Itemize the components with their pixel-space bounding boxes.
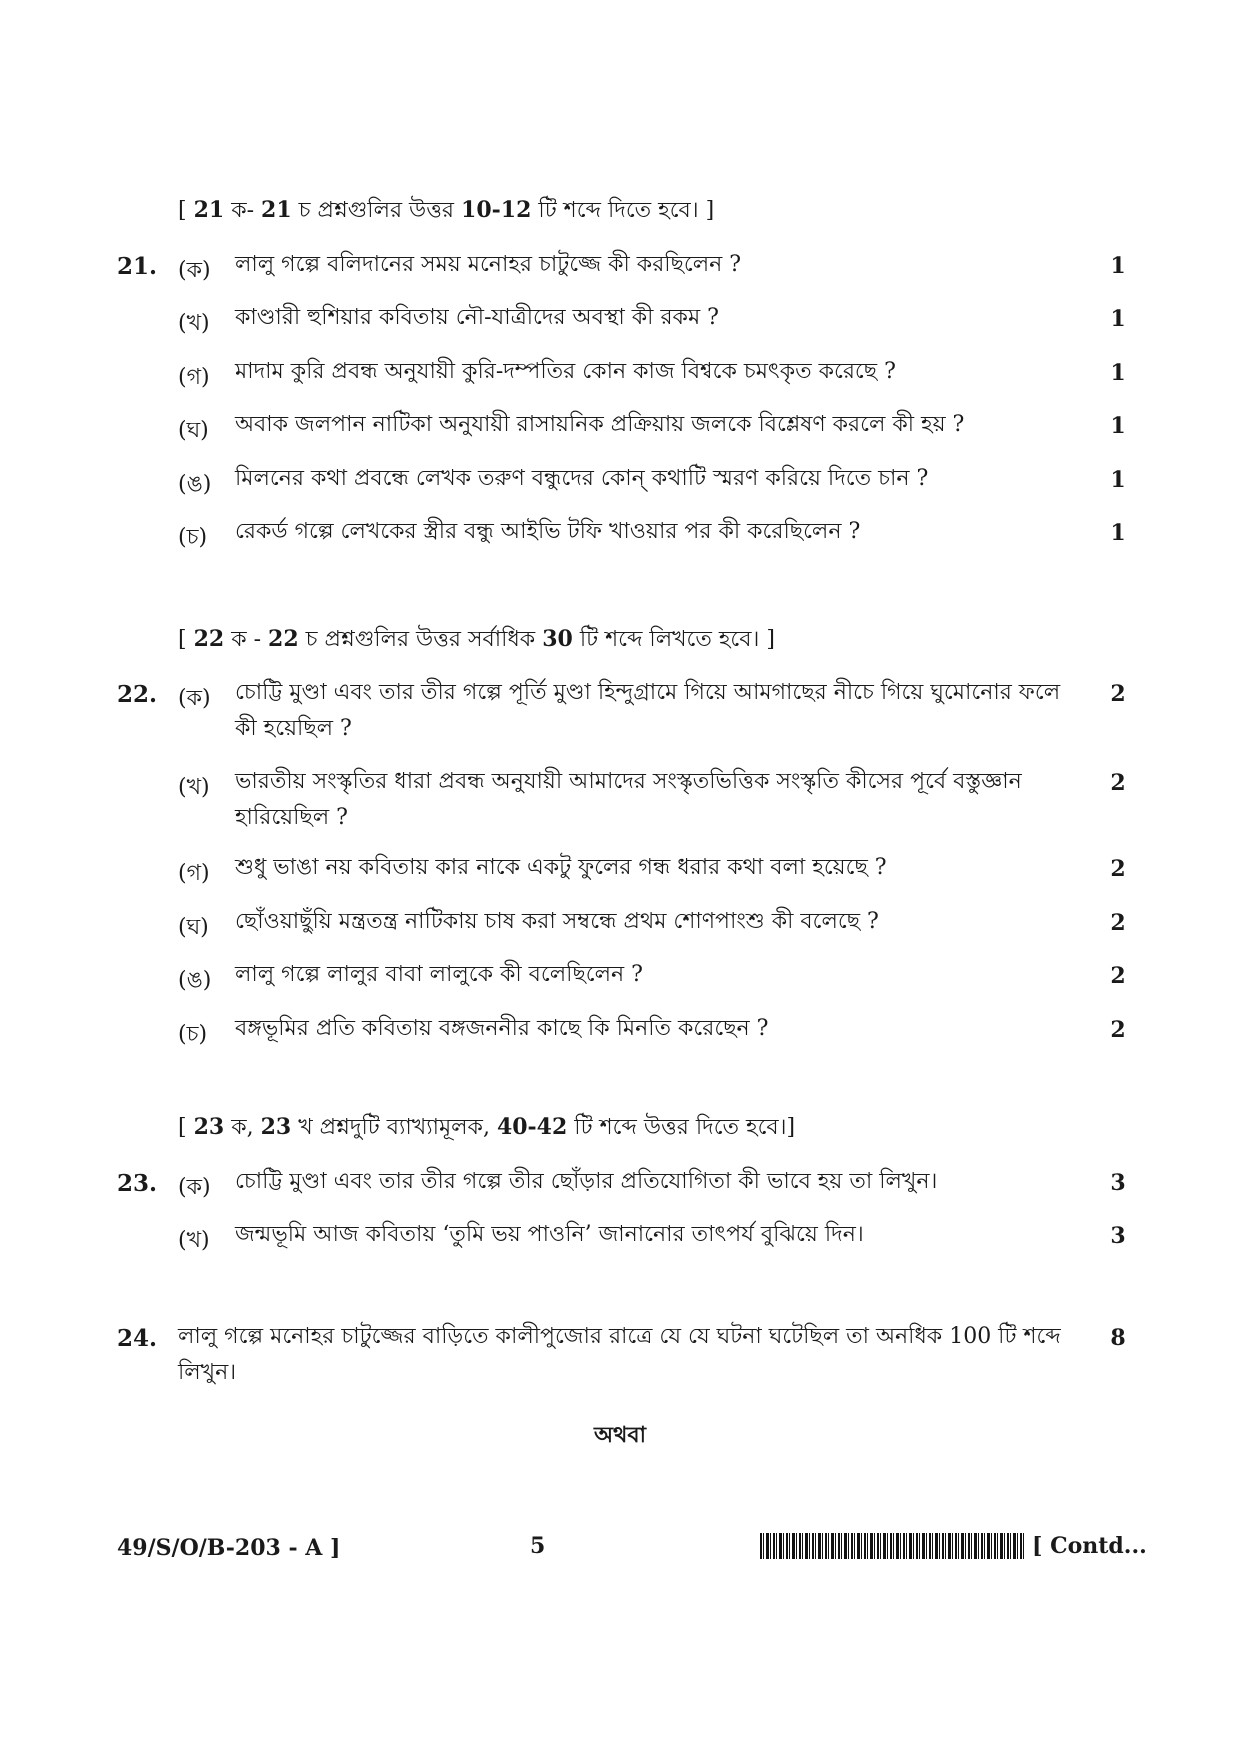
sub-label: (খ) xyxy=(178,1228,210,1253)
question-text: মাদাম কুরি প্রবন্ধ অনুযায়ী কুরি-দম্পতির কোন কাজ বিশ্বকে চমৎকৃত করেছে ? xyxy=(235,359,896,384)
question-text: মিলনের কথা প্রবন্ধে লেখক তরুণ বন্ধুদের কোন্ কথাটি স্মরণ করিয়ে দিতে চান ? xyxy=(235,466,929,491)
question-text: লালু গল্পে মনোহর চাটুজ্জের বাড়িতে কালীপুজোর রাত্রে যে যে ঘটনা ঘটেছিল তা অনধিক 100 টি শব্দে লিখুন। xyxy=(178,1324,1061,1385)
question-text: লালু গল্পে লালুর বাবা লালুকে কী বলেছিলেন ? xyxy=(235,962,643,987)
sub-label: (ঘ) xyxy=(178,915,209,940)
section-instruction-21: [ 21 ক- 21 চ প্রশ্নগুলির উত্তর 10-12 টি শব্দে দিতে হবে। ] xyxy=(178,197,715,223)
sub-label: (চ) xyxy=(178,1022,208,1047)
page-number: 5 xyxy=(530,1533,546,1559)
question-text: লালু গল্পে বলিদানের সময় মনোহর চাটুজ্জে কী করছিলেন ? xyxy=(235,252,742,277)
section-instruction-22: [ 22 ক - 22 চ প্রশ্নগুলির উত্তর সর্বাধিক 30 টি শব্দে লিখতে হবে। ] xyxy=(178,626,775,652)
sub-label: (ঘ) xyxy=(178,418,209,443)
question-number-22: 22. xyxy=(117,681,158,708)
marks: 3 xyxy=(1110,1223,1126,1249)
question-text: ছোঁওয়াছুঁয়ি মন্ত্রতন্ত্র নাটিকায় চাষ করা সম্বন্ধে প্রথম শোণপাংশু কী বলেছে ? xyxy=(235,909,879,934)
barcode xyxy=(760,1533,1025,1559)
marks: 2 xyxy=(1110,963,1126,989)
sub-label: (গ) xyxy=(178,861,210,886)
marks: 2 xyxy=(1110,910,1126,936)
question-text: কাণ্ডারী হুশিয়ার কবিতায় নৌ-যাত্রীদের অবস্থা কী রকম ? xyxy=(235,305,719,330)
sub-label: (খ) xyxy=(178,775,210,800)
or-divider: অথবা xyxy=(594,1422,646,1448)
question-text: বঙ্গভূমির প্রতি কবিতায় বঙ্গজননীর কাছে কি মিনতি করেছেন ? xyxy=(235,1016,769,1041)
question-number-23: 23. xyxy=(117,1170,158,1197)
marks: 1 xyxy=(1110,306,1126,332)
sub-label: (খ) xyxy=(178,311,210,336)
marks: 3 xyxy=(1110,1170,1126,1196)
question-number-24: 24. xyxy=(117,1325,158,1352)
question-text: ভারতীয় সংস্কৃতির ধারা প্রবন্ধ অনুযায়ী আমাদের সংস্কৃতভিত্তিক সংস্কৃতি কীসের পূর্বে বস্তুজ্ঞান হারিয়েছিল ? xyxy=(235,769,1022,830)
section-instruction-23: [ 23 ক, 23 খ প্রশ্নদুটি ব্যাখ্যামূলক, 40-42 টি শব্দে উত্তর দিতে হবে।] xyxy=(178,1114,796,1140)
marks: 1 xyxy=(1110,520,1126,546)
marks: 2 xyxy=(1110,856,1126,882)
question-text: চোট্টি মুণ্ডা এবং তার তীর গল্পে তীর ছোঁড়ার প্রতিযোগিতা কী ভাবে হয় তা লিখুন। xyxy=(235,1169,938,1194)
question-text: চোট্টি মুণ্ডা এবং তার তীর গল্পে পূর্তি মুণ্ডা হিন্দুগ্রামে গিয়ে আমগাছের নীচে গিয়ে ঘুমোনোর ফলে কী হয়েছিল ? xyxy=(235,680,1061,741)
sub-label: (ক) xyxy=(178,258,211,283)
marks: 2 xyxy=(1110,1017,1126,1043)
marks: 2 xyxy=(1110,770,1126,796)
sub-label: (চ) xyxy=(178,525,208,550)
sub-label: (ঙ) xyxy=(178,968,212,993)
continued-label: [ Contd... xyxy=(1032,1533,1147,1559)
question-number-21: 21. xyxy=(117,253,158,280)
marks: 1 xyxy=(1110,413,1126,439)
sub-label: (গ) xyxy=(178,365,210,390)
question-text: শুধু ভাঙা নয় কবিতায় কার নাকে একটু ফুলের গন্ধ ধরার কথা বলা হয়েছে ? xyxy=(235,855,887,880)
question-text: জন্মভূমি আজ কবিতায় ‘তুমি ভয় পাওনি’ জানানোর তাৎপর্য বুঝিয়ে দিন। xyxy=(235,1222,864,1247)
question-text: রেকর্ড গল্পে লেখকের স্ত্রীর বন্ধু আইভি টফি খাওয়ার পর কী করেছিলেন ? xyxy=(235,519,861,544)
marks: 1 xyxy=(1110,467,1126,493)
sub-label: (ঙ) xyxy=(178,472,212,497)
marks: 1 xyxy=(1110,360,1126,386)
sub-label: (ক) xyxy=(178,686,211,711)
question-text: অবাক জলপান নাটিকা অনুযায়ী রাসায়নিক প্রক্রিয়ায় জলকে বিশ্লেষণ করলে কী হয় ? xyxy=(235,412,965,437)
paper-code: 49/S/O/B-203 - A ] xyxy=(117,1535,341,1561)
sub-label: (ক) xyxy=(178,1175,211,1200)
marks: 8 xyxy=(1110,1325,1126,1351)
marks: 2 xyxy=(1110,681,1126,707)
marks: 1 xyxy=(1110,253,1126,279)
